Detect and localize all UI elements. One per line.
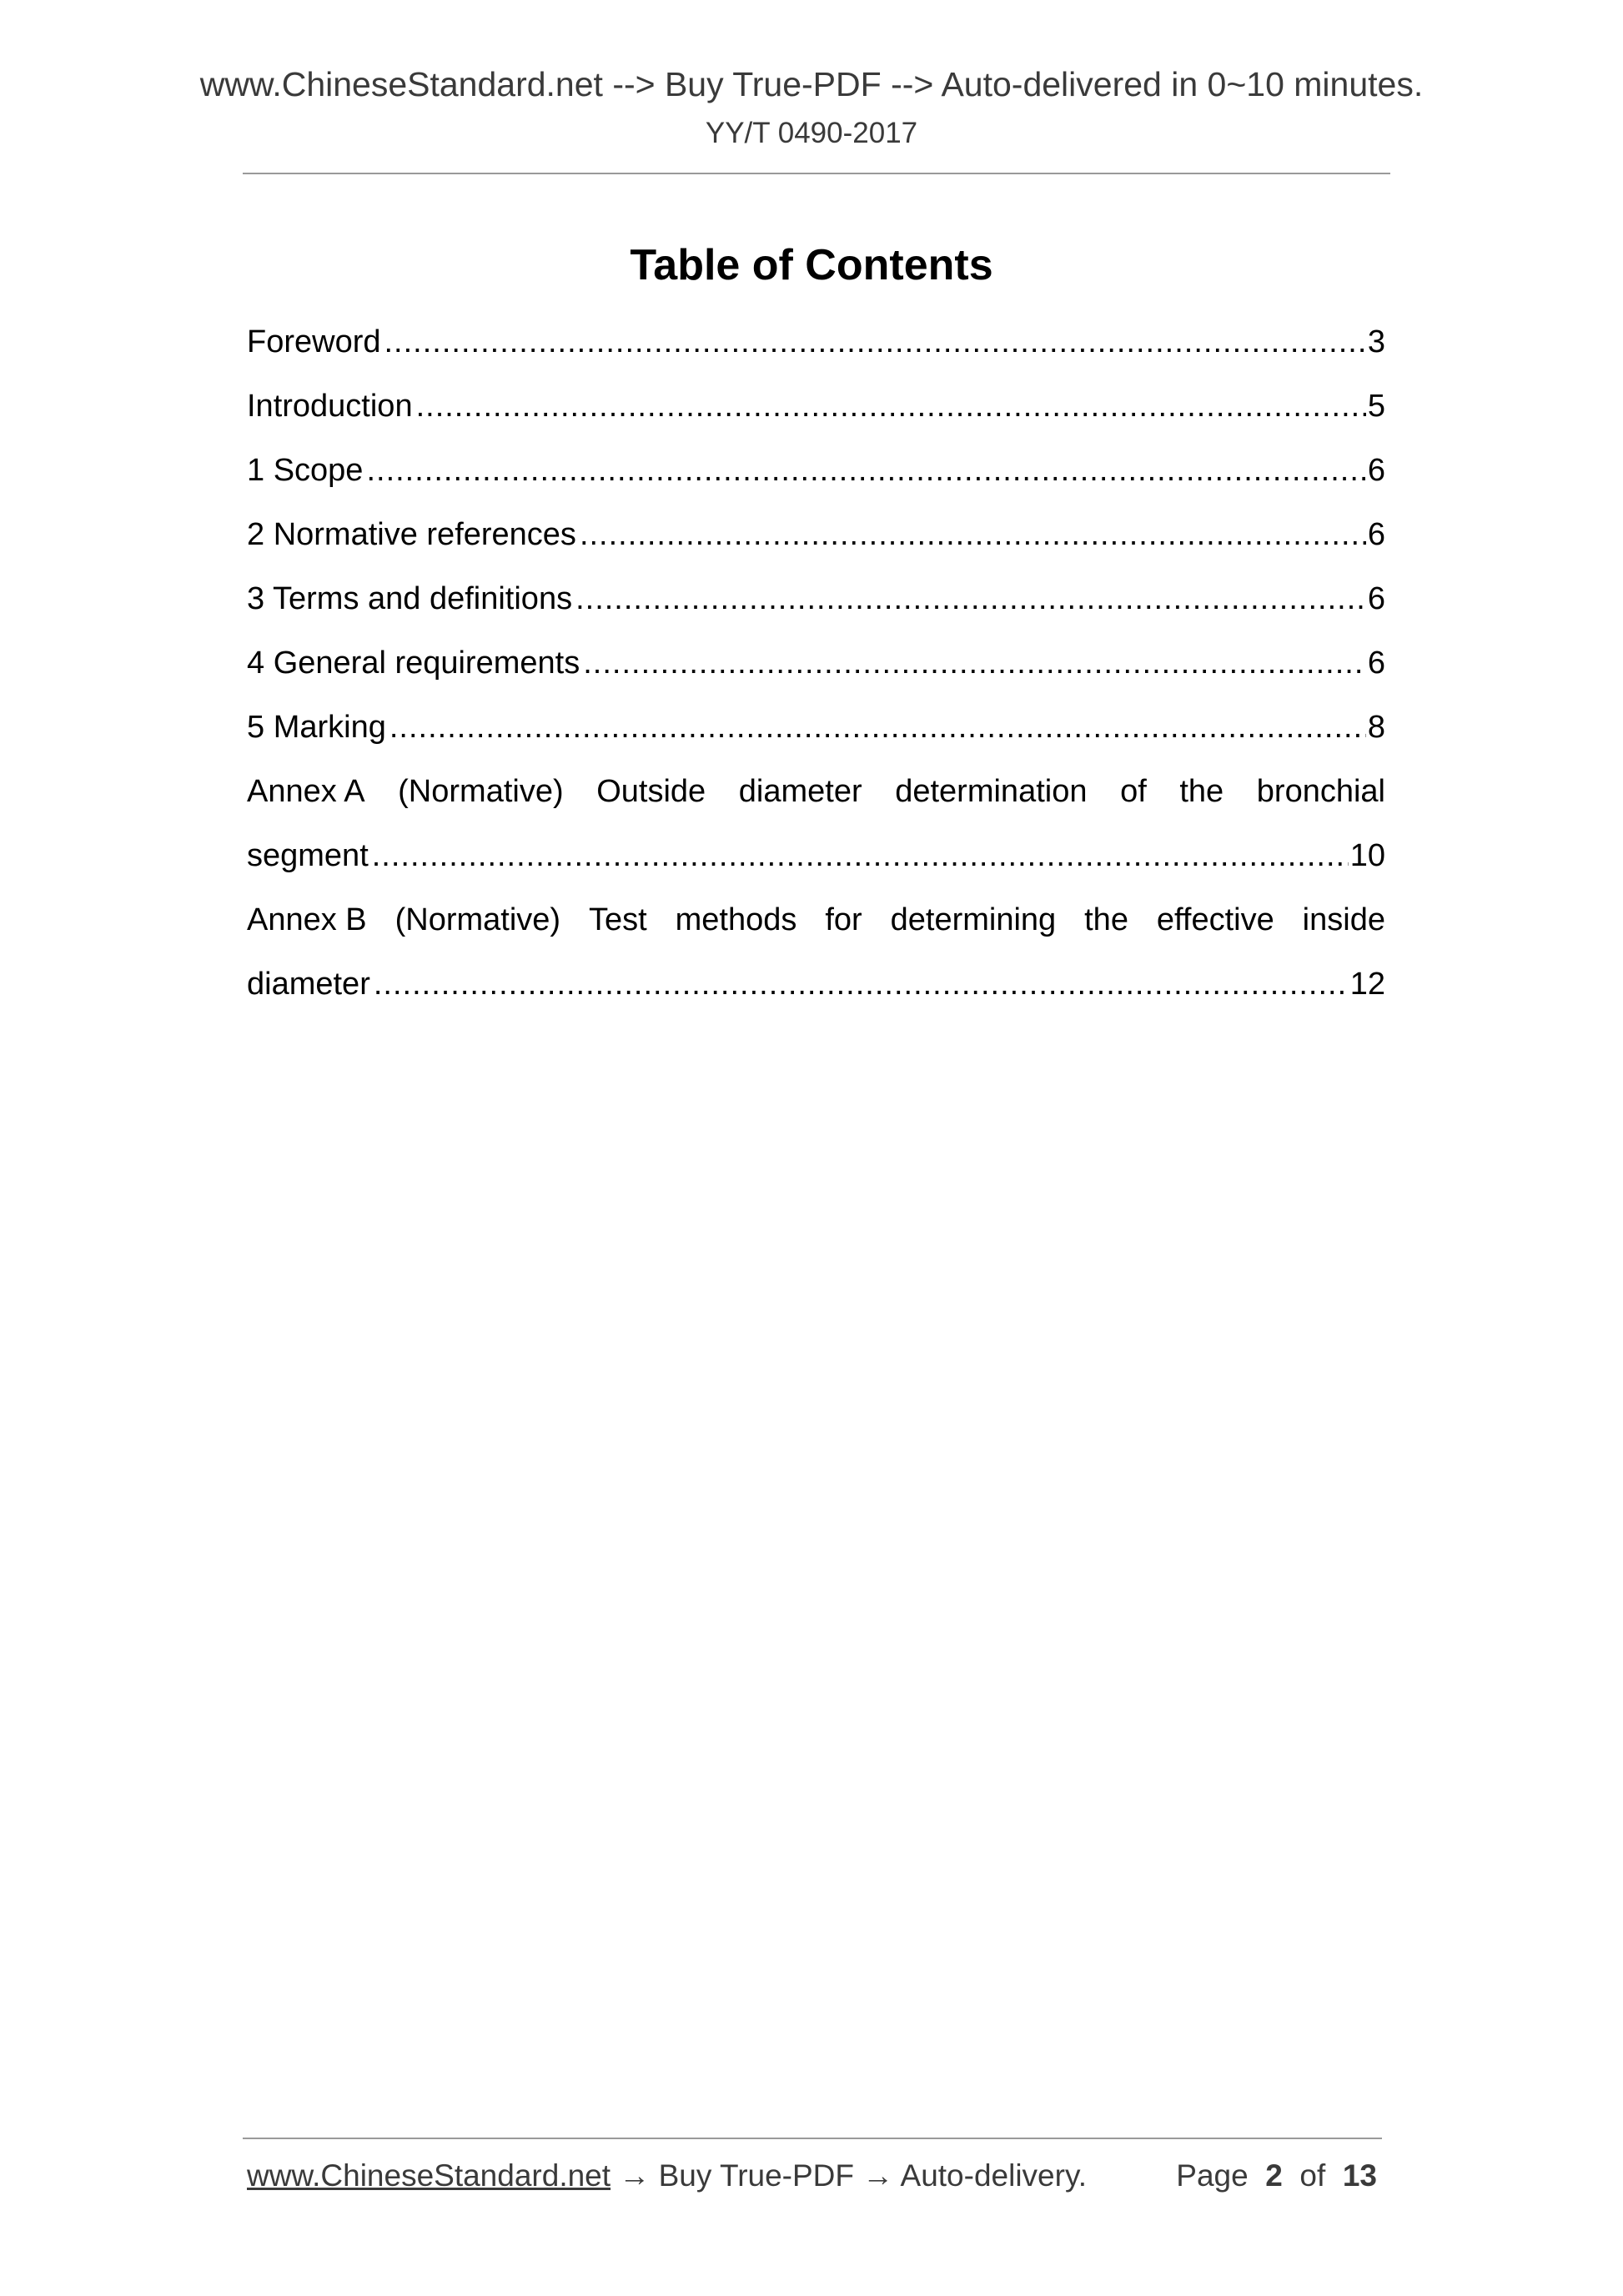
toc-entry-annex-a-continuation[interactable] [247, 831, 1385, 895]
standard-number: YY/T 0490-2017 [705, 117, 918, 149]
toc-title: Table of Contents [630, 241, 993, 289]
toc-leader-dots [416, 381, 1366, 431]
page-total: 13 [1342, 2158, 1377, 2193]
toc-leader-dots [372, 831, 1349, 881]
toc-annex-word: inside [1302, 902, 1385, 937]
footer-promo [247, 2158, 1087, 2193]
toc-entry-foreword[interactable] [247, 317, 1385, 381]
toc-entry-page: 6 [1367, 581, 1385, 616]
toc-annex-word: Test [589, 902, 647, 937]
toc-leader-dots [583, 638, 1366, 688]
toc-entry-label: 2 Normative references [247, 517, 576, 552]
toc-annex-word: of [1120, 774, 1147, 809]
page-of-label: of [1299, 2158, 1326, 2193]
footer-divider [243, 2138, 1382, 2139]
header-banner: www.ChineseStandard.net --> Buy True-PDF --> Auto-delivered in 0~10 minutes. [199, 65, 1424, 103]
toc-entry-page: 8 [1367, 710, 1385, 745]
toc-entry-label: Foreword [247, 324, 381, 359]
toc-leader-dots [575, 574, 1366, 624]
footer-promo-text: → Buy True-PDF → Auto-delivery. [611, 2158, 1087, 2193]
header-divider [243, 173, 1390, 174]
toc-leader-dots [366, 445, 1365, 495]
toc-entry-page: 3 [1367, 324, 1385, 359]
toc-entry-introduction[interactable] [247, 381, 1385, 445]
toc-annex-word: the [1084, 902, 1128, 937]
toc-entry-normative-references[interactable] [247, 510, 1385, 574]
toc-entry-label: 1 Scope [247, 453, 364, 488]
toc-entry-label: 4 General requirements [247, 646, 580, 681]
toc-annex-word: methods [675, 902, 797, 937]
toc-annex-word: Annex A [247, 774, 365, 809]
toc-leader-dots [374, 959, 1349, 1009]
toc-entry-page: 5 [1367, 389, 1385, 424]
toc-entry-annex-a[interactable] [247, 766, 1385, 831]
table-of-contents [247, 317, 1385, 1023]
toc-annex-word: determination [895, 774, 1088, 809]
toc-annex-word: (Normative) [394, 902, 561, 937]
toc-entry-page: 12 [1349, 967, 1385, 1002]
toc-entry-label: segment [247, 838, 369, 873]
toc-entry-annex-b[interactable] [247, 895, 1385, 959]
toc-entry-general-requirements[interactable] [247, 638, 1385, 702]
toc-entry-page: 6 [1367, 517, 1385, 552]
toc-leader-dots [384, 317, 1366, 367]
toc-annex-word: for [825, 902, 862, 937]
toc-annex-word: determining [890, 902, 1057, 937]
page-current: 2 [1265, 2158, 1283, 2193]
toc-annex-word: effective [1156, 902, 1274, 937]
toc-entry-page: 6 [1367, 453, 1385, 488]
toc-entry-terms-and-definitions[interactable] [247, 574, 1385, 638]
toc-annex-word: Outside [596, 774, 706, 809]
toc-entry-label: Introduction [247, 389, 413, 424]
toc-entry-page: 6 [1367, 646, 1385, 681]
toc-entry-annex-b-continuation[interactable] [247, 959, 1385, 1023]
footer-site-link[interactable]: www.ChineseStandard.net [247, 2158, 611, 2193]
page-label: Page [1176, 2158, 1249, 2193]
toc-entry-scope[interactable] [247, 445, 1385, 510]
toc-annex-word: (Normative) [398, 774, 564, 809]
toc-leader-dots [389, 702, 1366, 752]
toc-entry-label: 5 Marking [247, 710, 386, 745]
toc-annex-word: bronchial [1256, 774, 1385, 809]
page-number [1176, 2158, 1377, 2193]
toc-annex-word: the [1179, 774, 1224, 809]
toc-annex-word: diameter [738, 774, 862, 809]
toc-entry-label: diameter [247, 967, 370, 1002]
toc-entry-label: 3 Terms and definitions [247, 581, 573, 616]
toc-annex-word: Annex B [247, 902, 367, 937]
toc-entry-marking[interactable] [247, 702, 1385, 766]
toc-leader-dots [580, 510, 1366, 560]
toc-entry-page: 10 [1349, 838, 1385, 873]
